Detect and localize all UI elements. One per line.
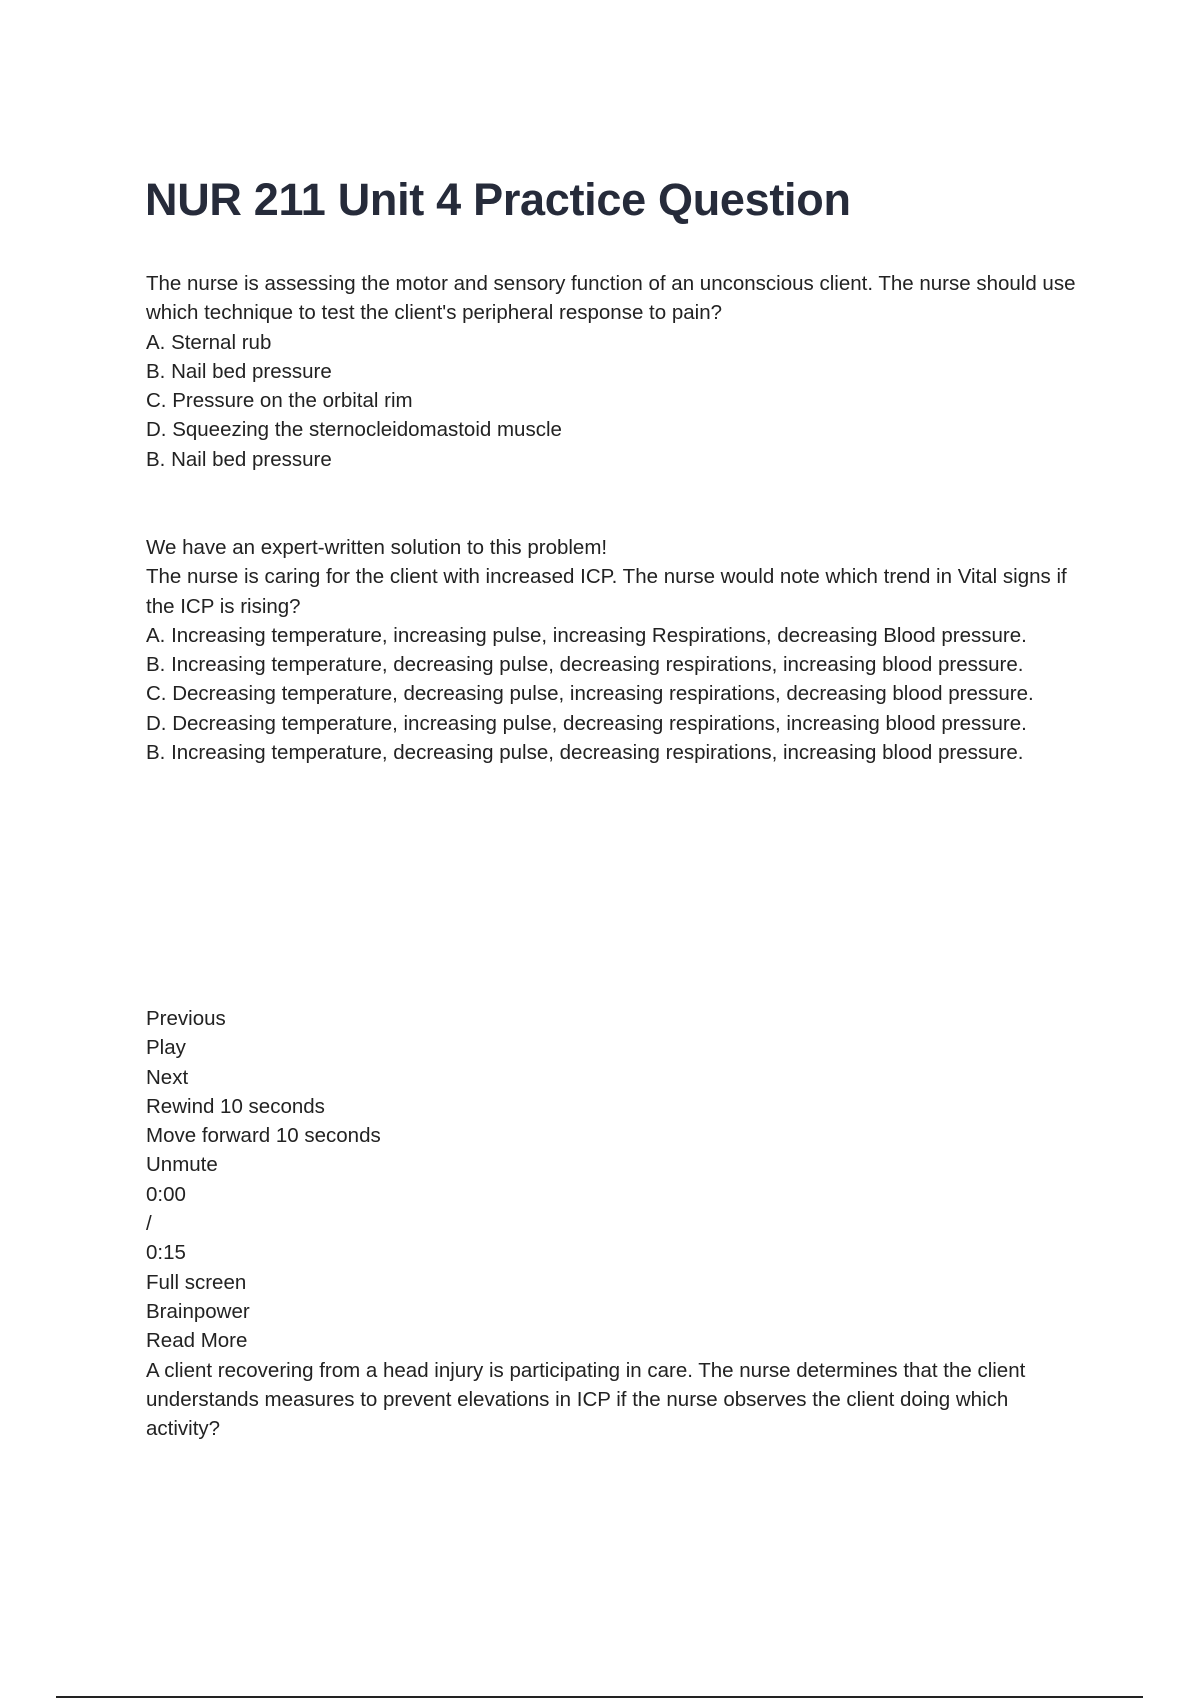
page-title: NUR 211 Unit 4 Practice Question bbox=[145, 174, 851, 225]
question-2 bbox=[146, 533, 1086, 767]
option-c: C. Pressure on the orbital rim bbox=[146, 389, 413, 413]
answer: B. Increasing temperature, decreasing pulse, decreasing respirations, increasing blood pressure. bbox=[146, 741, 1024, 765]
brand-label: Brainpower bbox=[146, 1299, 250, 1323]
time-separator: / bbox=[146, 1212, 152, 1236]
rewind-button[interactable]: Rewind 10 seconds bbox=[146, 1094, 325, 1118]
question-3-text: A client recovering from a head injury is participating in care. The nurse determines that the client understands measures to prevent elevations in ICP if the nurse observes the client doing which activity? bbox=[146, 1358, 1026, 1441]
answer: B. Nail bed pressure bbox=[146, 447, 332, 471]
option-a: A. Increasing temperature, increasing pulse, increasing Respirations, decreasing Blood pressure. bbox=[146, 623, 1027, 647]
option-c: C. Decreasing temperature, decreasing pulse, increasing respirations, decreasing blood pressure. bbox=[146, 682, 1034, 706]
fullscreen-button[interactable]: Full screen bbox=[146, 1270, 247, 1294]
unmute-button[interactable]: Unmute bbox=[146, 1153, 218, 1177]
read-more-link[interactable]: Read More bbox=[146, 1329, 248, 1353]
option-d: D. Decreasing temperature, increasing pulse, decreasing respirations, increasing blood pressure. bbox=[146, 711, 1027, 735]
video-player-text bbox=[146, 1004, 1086, 1443]
option-a: A. Sternal rub bbox=[146, 330, 272, 354]
forward-button[interactable]: Move forward 10 seconds bbox=[146, 1124, 381, 1148]
question-text: The nurse is caring for the client with increased ICP. The nurse would note which trend in Vital signs if the ICP is rising? bbox=[146, 565, 1067, 618]
previous-button[interactable]: Previous bbox=[146, 1007, 226, 1030]
play-button[interactable]: Play bbox=[146, 1036, 186, 1060]
solution-notice: We have an expert-written solution to this problem! bbox=[146, 536, 608, 559]
option-b: B. Increasing temperature, decreasing pulse, decreasing respirations, increasing blood pressure. bbox=[146, 653, 1024, 677]
question-text: The nurse is assessing the motor and sensory function of an unconscious client. The nurse should use which technique to test the client's peripheral response to pain? bbox=[146, 272, 1076, 325]
next-button[interactable]: Next bbox=[146, 1065, 189, 1089]
option-d: D. Squeezing the sternocleidomastoid muscle bbox=[146, 418, 562, 442]
current-time: 0:00 bbox=[146, 1182, 186, 1206]
page-divider bbox=[56, 1696, 1143, 1698]
duration: 0:15 bbox=[146, 1241, 186, 1265]
question-1 bbox=[146, 269, 1086, 474]
option-b: B. Nail bed pressure bbox=[146, 359, 332, 383]
